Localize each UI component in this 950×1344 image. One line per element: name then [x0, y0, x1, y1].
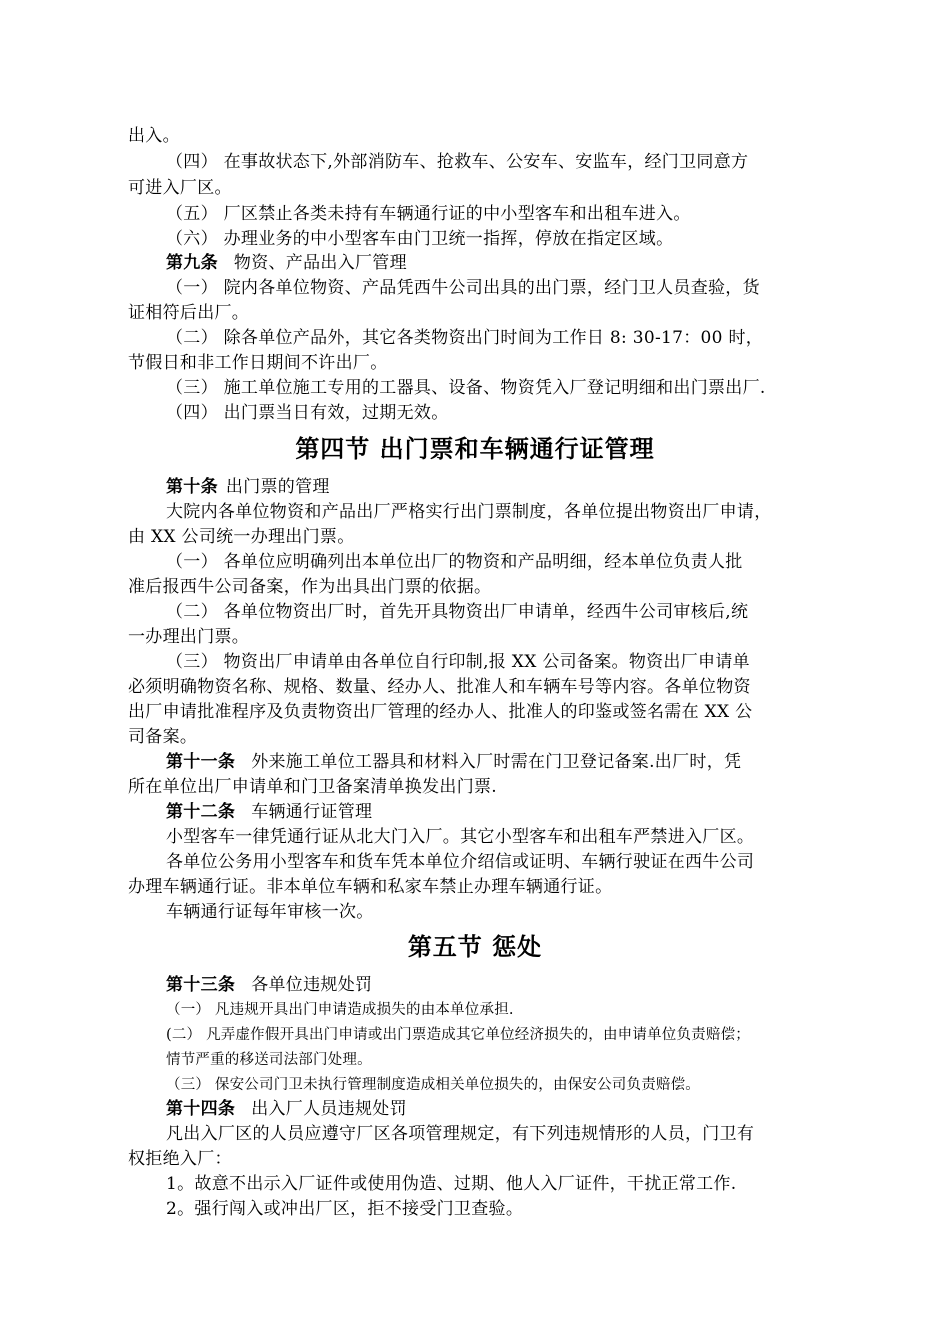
article-number: 第十条 — [166, 477, 218, 497]
text-line: （六） 办理业务的中小型客车由门卫统一指挥，停放在指定区域。 — [166, 229, 674, 249]
text-line: （五） 厂区禁止各类未持有车辆通行证的中小型客车和出租车进入。 — [166, 204, 691, 224]
text-line: 各单位公务用小型客车和货车凭本单位介绍信或证明、车辆行驶证在西牛公司 — [166, 852, 755, 872]
article-title: 车辆通行证管理 — [251, 802, 373, 822]
text-line: 一办理出门票。 — [128, 627, 250, 647]
text-line: 情节严重的移送司法部门处理。 — [166, 1052, 372, 1068]
article-number: 第十三条 — [166, 975, 236, 995]
text-line: 办理车辆通行证。非本单位车辆和私家车禁止办理车辆通行证。 — [128, 877, 613, 897]
text-line: 1。故意不出示入厂证件或使用伪造、过期、他人入厂证件，干扰正常工作. — [166, 1174, 737, 1194]
article-text: 外来施工单位工器具和材料入厂时需在门卫登记备案.出厂时，凭 — [251, 752, 742, 772]
text-line: 司备案。 — [128, 727, 198, 747]
text-line: 由 XX 公司统一办理出门票。 — [128, 527, 355, 547]
text-line: 出入。 — [128, 126, 180, 146]
article-title: 出门票的管理 — [225, 477, 330, 497]
article-heading-line — [166, 250, 866, 276]
text-line: 车辆通行证每年审核一次。 — [166, 902, 374, 922]
article-number: 第九条 — [166, 253, 218, 273]
text-line: 大院内各单位物资和产品出厂严格实行出门票制度，各单位提出物资出厂申请， — [166, 502, 772, 522]
article-title: 物资、产品出入厂管理 — [233, 253, 407, 273]
text-line: 权拒绝入厂： — [128, 1149, 232, 1169]
section-heading: 第五节 惩处 — [407, 933, 543, 961]
text-line: 准后报西牛公司备案，作为出具出门票的依据。 — [128, 577, 492, 597]
article-heading-line — [166, 1096, 866, 1122]
section-heading: 第四节 出门票和车辆通行证管理 — [295, 435, 655, 463]
article-heading-line — [166, 749, 866, 775]
text-line: （一） 各单位应明确列出本单位出厂的物资和产品明细，经本单位负责人批 — [166, 552, 743, 572]
article-heading-line — [166, 799, 866, 825]
text-line: (二） 凡弄虚作假开具出门申请或出门票造成其它单位经济损失的，由申请单位负责赔偿； — [166, 1027, 750, 1043]
article-number: 第十一条 — [166, 752, 236, 772]
text-line: （三） 物资出厂申请单由各单位自行印制,报 XX 公司备案。物资出厂申请单 — [166, 652, 750, 672]
text-line: （三） 施工单位施工专用的工器具、设备、物资凭入厂登记明细和出门票出厂. — [166, 378, 766, 398]
text-line: 证相符后出厂。 — [128, 303, 250, 323]
text-line: 必须明确物资名称、规格、数量、经办人、批准人和车辆车号等内容。各单位物资 — [128, 677, 751, 697]
text-line: （二） 各单位物资出厂时，首先开具物资出厂申请单，经西牛公司审核后,统 — [166, 602, 749, 622]
text-line: （二） 除各单位产品外，其它各类物资出门时间为工作日 8: 30-17：00 时， — [166, 328, 764, 348]
text-line: （三） 保安公司门卫未执行管理制度造成相关单位损失的，由保安公司负责赔偿。 — [166, 1077, 701, 1093]
text-line: （一） 凡违规开具出门申请造成损失的由本单位承担. — [166, 1002, 514, 1018]
text-line: 节假日和非工作日期间不许出厂。 — [128, 353, 388, 373]
article-heading-line — [166, 474, 866, 500]
article-number: 第十二条 — [166, 802, 236, 822]
text-line: （四） 出门票当日有效，过期无效。 — [166, 403, 449, 423]
article-heading-line — [166, 972, 866, 998]
text-line: （一） 院内各单位物资、产品凭西牛公司出具的出门票，经门卫人员查验，货 — [166, 278, 760, 298]
text-line: 2。强行闯入或冲出厂区，拒不接受门卫查验。 — [166, 1199, 524, 1219]
text-line: 凡出入厂区的人员应遵守厂区各项管理规定，有下列违规情形的人员，门卫有 — [166, 1124, 755, 1144]
article-number: 第十四条 — [166, 1099, 236, 1119]
text-line: 所在单位出厂申请单和门卫备案清单换发出门票. — [128, 777, 498, 797]
article-title: 各单位违规处罚 — [251, 975, 373, 995]
article-title: 出入厂人员违规处罚 — [251, 1099, 407, 1119]
text-line: 小型客车一律凭通行证从北大门入厂。其它小型客车和出租车严禁进入厂区。 — [166, 827, 755, 847]
text-line: （四） 在事故状态下,外部消防车、抢救车、公安车、安监车，经门卫同意方 — [166, 152, 749, 172]
text-line: 出厂申请批准程序及负责物资出厂管理的经办人、批准人的印鉴或签名需在 XX 公 — [128, 702, 753, 722]
text-line: 可进入厂区。 — [128, 178, 232, 198]
